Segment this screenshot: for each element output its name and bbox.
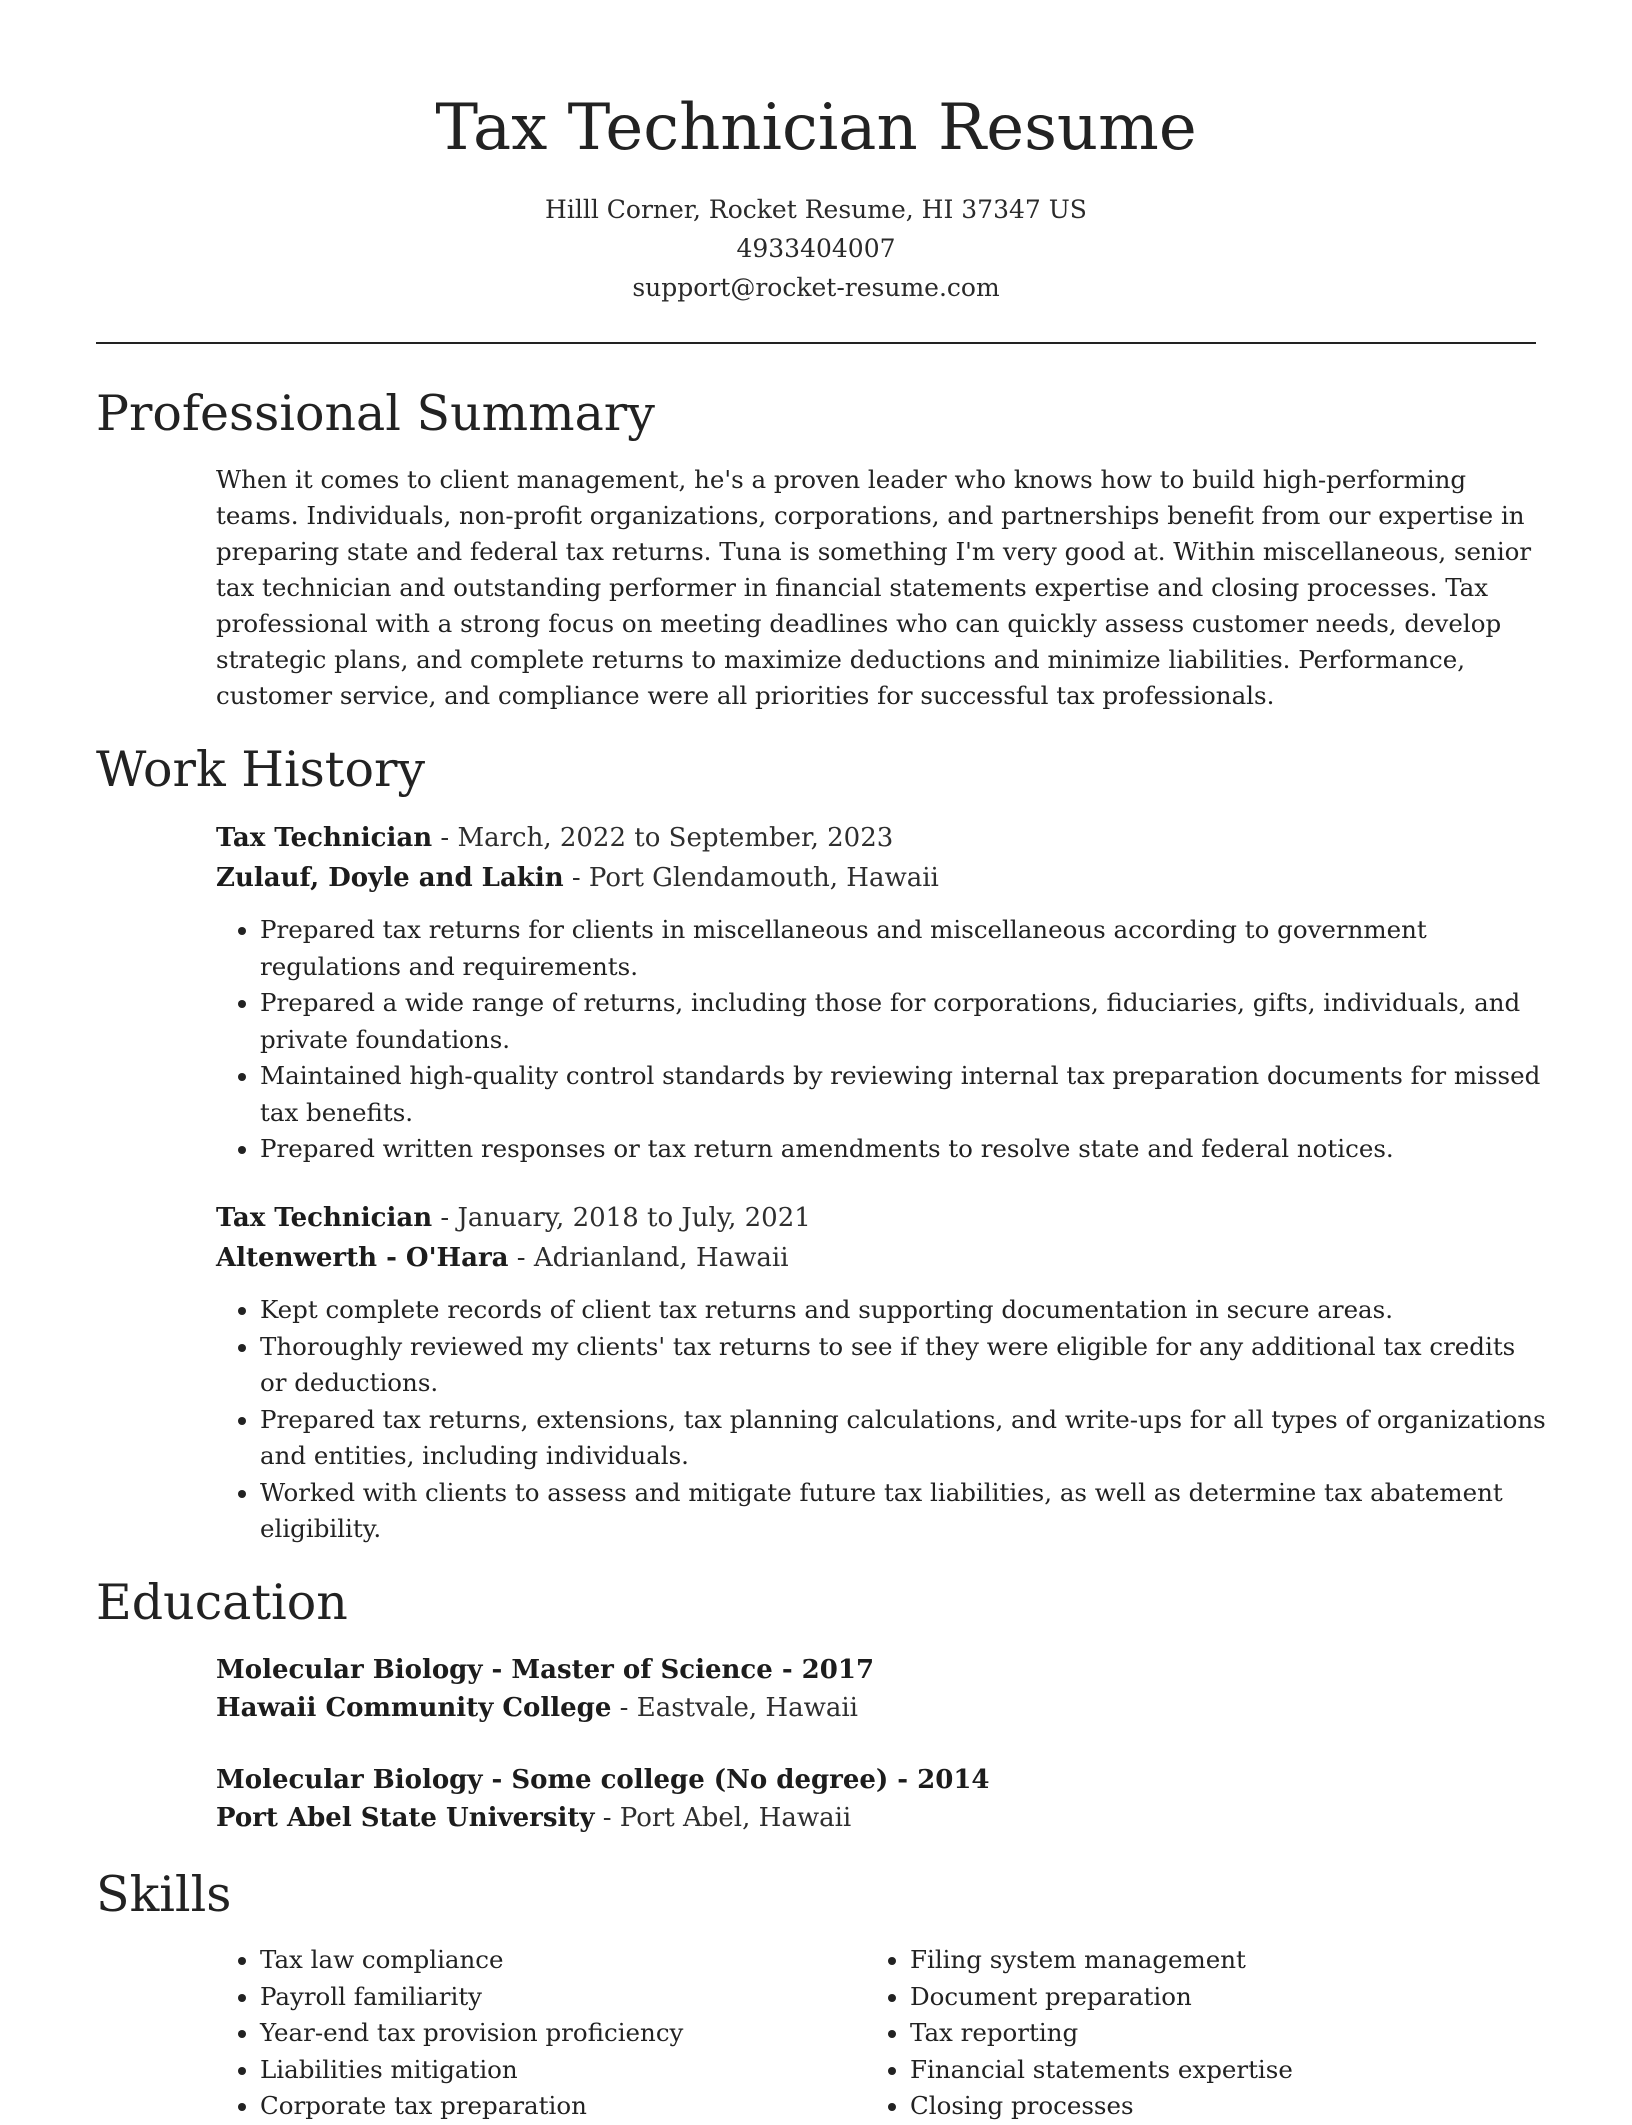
skills-list-left [216, 1942, 866, 2125]
skills-heading: Skills [96, 1866, 232, 1923]
list-item: • Prepared tax returns, extensions, tax planning calculations, and write-ups for all types of organizations and entities, including individuals. [260, 1402, 1546, 1475]
skill-item: • Corporate tax preparation [260, 2088, 866, 2125]
skill-item: • Closing processes [910, 2088, 1536, 2125]
edu-1-school: Hawaii Community College [216, 1693, 612, 1723]
skill-item: • Tax reporting [910, 2015, 1536, 2052]
job-2-bullets [216, 1292, 1546, 1548]
skill-item: • Financial statements expertise [910, 2052, 1536, 2089]
skill-item: • Tax law compliance [260, 1942, 866, 1979]
edu-1-school-line [216, 1688, 858, 1728]
skill-item: • Liabilities mitigation [260, 2052, 866, 2089]
skills-list-right [866, 1942, 1536, 2125]
job-2-title-line [216, 1198, 811, 1238]
edu-2-school-line [216, 1798, 851, 1838]
edu-1-degree: Molecular Biology - Master of Science - 2017 [216, 1655, 875, 1685]
list-item: • Worked with clients to assess and mitigate future tax liabilities, as well as determine tax abatement eligibility. [260, 1475, 1546, 1548]
contact-email: support@rocket-resume.com [632, 273, 1000, 302]
edu-1-location: - Eastvale, Hawaii [611, 1693, 858, 1723]
skill-item: • Payroll familiarity [260, 1979, 866, 2016]
work-history-heading: Work History [96, 741, 426, 798]
edu-2-degree: Molecular Biology - Some college (No degree) - 2014 [216, 1765, 990, 1795]
list-item: • Prepared tax returns for clients in miscellaneous and miscellaneous according to government regulations and requirements. [260, 912, 1546, 985]
skill-item: • Document preparation [910, 1979, 1536, 2016]
edu-2-school: Port Abel State University [216, 1803, 595, 1833]
job-2-company: Altenwerth - O'Hara [216, 1243, 509, 1273]
list-item: • Prepared written responses or tax return amendments to resolve state and federal notices. [260, 1131, 1546, 1168]
job-2-company-line [216, 1238, 789, 1278]
contact-phone: 4933404007 [736, 234, 896, 263]
list-item: • Prepared a wide range of returns, including those for corporations, fiduciaries, gifts, individuals, and private foundations. [260, 985, 1546, 1058]
edu-2-location: - Port Abel, Hawaii [594, 1803, 852, 1833]
list-item: • Maintained high-quality control standards by reviewing internal tax preparation documents for missed tax benefits. [260, 1058, 1546, 1131]
list-item: • Kept complete records of client tax returns and supporting documentation in secure areas. [260, 1292, 1546, 1329]
list-item: • Thoroughly reviewed my clients' tax returns to see if they were eligible for any additional tax credits or deductions. [260, 1329, 1546, 1402]
header-divider [96, 342, 1536, 344]
skill-item: • Year-end tax provision proficiency [260, 2015, 866, 2052]
resume-title: Tax Technician Resume [435, 91, 1197, 165]
job-1-company-line [216, 858, 939, 898]
job-1-dates: - March, 2022 to September, 2023 [432, 823, 894, 853]
job-2-location: - Adrianland, Hawaii [508, 1243, 789, 1273]
education-heading: Education [96, 1574, 348, 1631]
job-2-dates: - January, 2018 to July, 2021 [432, 1203, 811, 1233]
job-1-company: Zulauf, Doyle and Lakin [216, 863, 564, 893]
job-1-title-line [216, 818, 893, 858]
job-1-title: Tax Technician [216, 823, 433, 853]
summary-heading: Professional Summary [96, 385, 655, 442]
skill-item: • Filing system management [910, 1942, 1536, 1979]
job-1-location: - Port Glendamouth, Hawaii [563, 863, 939, 893]
job-1-bullets [216, 912, 1546, 1168]
contact-address: Hilll Corner, Rocket Resume, HI 37347 US [545, 195, 1087, 224]
summary-text: When it comes to client management, he's a proven leader who knows how to build high-performing teams. Individuals, non-profit organizations, corporations, and partnerships benefit from our expertise in preparing state and federal tax returns. Tuna is something I'm very good at. Within miscellaneous, senior tax technician and outstanding performer in financial statements expertise and closing processes. Tax professional with a strong focus on meeting deadlines who can quickly assess customer needs, develop strategic plans, and complete returns to maximize deductions and minimize liabilities. Performance, customer service, and compliance were all priorities for successful tax professionals. [216, 465, 1532, 710]
job-2-title: Tax Technician [216, 1203, 433, 1233]
